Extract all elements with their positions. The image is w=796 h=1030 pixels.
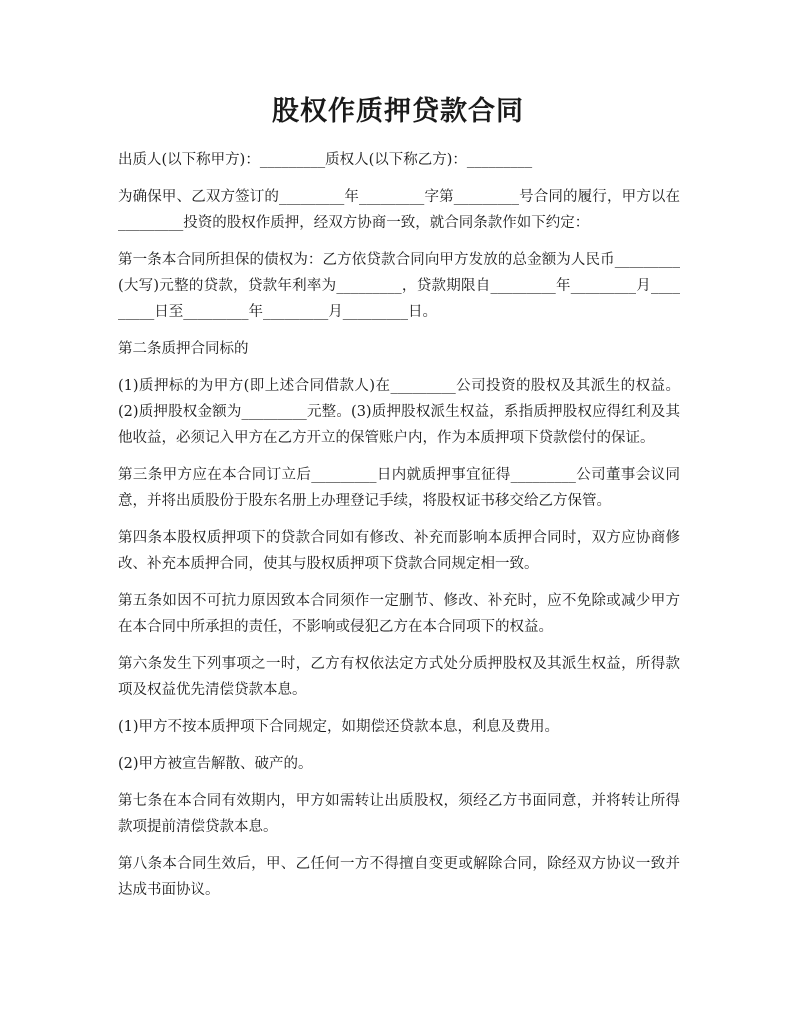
paragraph-article-4: 第四条本股权质押项下的贷款合同如有修改、补充而影响本质押合同时，双方应协商修改、补充本质押合同，使其与股权质押项下贷款合同规定相一致。 <box>118 530 680 572</box>
paragraph-article-7: 第七条在本合同有效期内，甲方如需转让出质股权，须经乙方书面同意，并将转让所得款项提前清偿贷款本息。 <box>118 793 680 835</box>
document-body <box>118 147 680 914</box>
paragraph-article-8: 第八条本合同生效后，甲、乙任何一方不得擅自变更或解除合同，除经双方协议一致并达成书面协议。 <box>118 856 680 898</box>
document-title: 股权作质押贷款合同 <box>272 96 524 127</box>
paragraph-article-6-item-2: (2)甲方被宣告解散、破产的。 <box>118 756 313 772</box>
paragraph-article-1: 第一条本合同所担保的债权为：乙方依贷款合同向甲方发放的总金额为人民币_________(大写)元整的贷款，贷款年利率为_________，贷款期限自_________年_________月_________日至_________年_________月_________日。 <box>118 252 680 320</box>
paragraph-article-6: 第六条发生下列事项之一时，乙方有权依法定方式处分质押股权及其派生权益，所得款项及权益优先清偿贷款本息。 <box>118 656 680 698</box>
paragraph-article-3: 第三条甲方应在本合同订立后_________日内就质押事宜征得_________公司董事会议同意，并将出质股份于股东名册上办理登记手续，将股权证书移交给乙方保管。 <box>118 467 680 509</box>
paragraph-article-2-heading: 第二条质押合同标的 <box>118 341 249 357</box>
paragraph-article-5: 第五条如因不可抗力原因致本合同须作一定删节、修改、补充时，应不免除或减少甲方在本合同中所承担的责任，不影响或侵犯乙方在本合同项下的权益。 <box>118 593 680 635</box>
paragraph-article-6-item-1: (1)甲方不按本质押项下合同规定，如期偿还贷款本息，利息及费用。 <box>118 719 560 735</box>
paragraph-preamble: 为确保甲、乙双方签订的_________年_________字第_________号合同的履行，甲方以在_________投资的股权作质押，经双方协商一致，就合同条款作如下约定： <box>118 189 680 231</box>
paragraph-parties: 出质人(以下称甲方)：_________质权人(以下称乙方)：_________ <box>118 152 533 168</box>
paragraph-article-2-body: (1)质押标的为甲方(即上述合同借款人)在_________公司投资的股权及其派生的权益。(2)质押股权金额为_________元整。(3)质押股权派生权益，系指质押股权应得红利及其他收益，必须记入甲方在乙方开立的保管账户内，作为本质押项下贷款偿付的保证。 <box>118 378 680 446</box>
